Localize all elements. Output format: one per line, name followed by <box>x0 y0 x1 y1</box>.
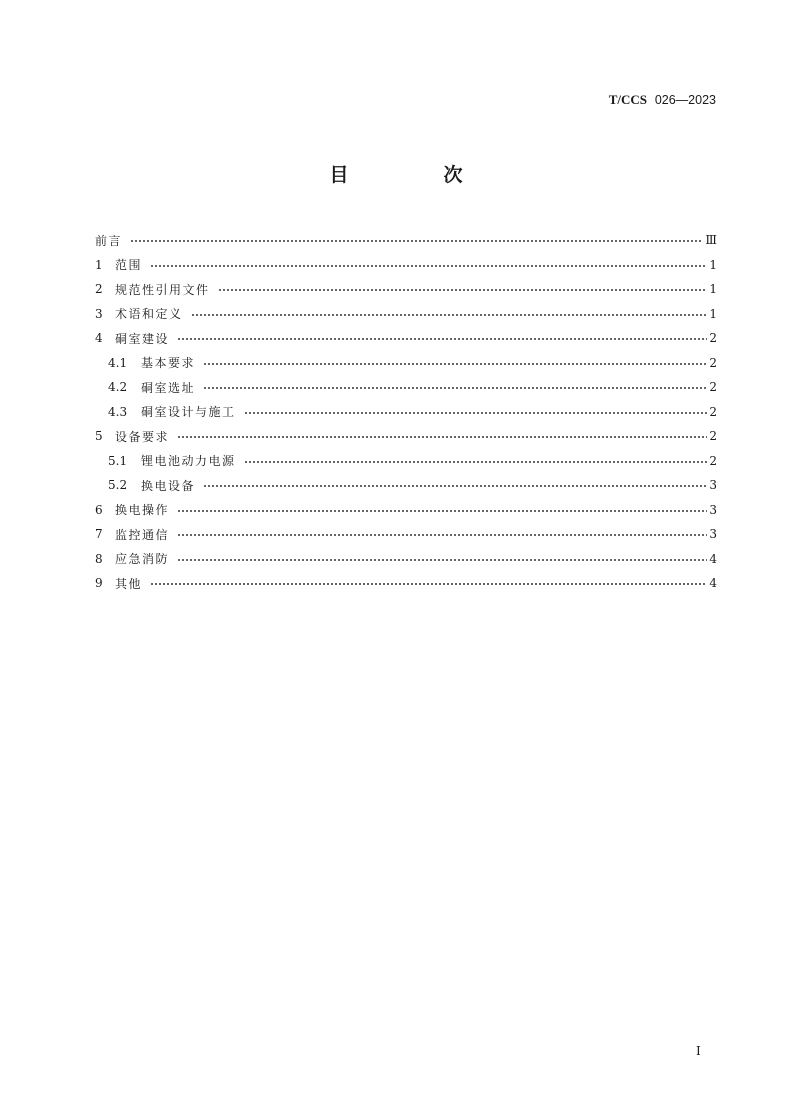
toc-entry[interactable] <box>95 522 717 547</box>
toc-entry-label: 基本要求 <box>141 356 196 371</box>
toc-entry-number: 3 <box>95 306 103 321</box>
toc-leader-dots <box>150 583 707 585</box>
toc-entry-label: 硐室建设 <box>115 331 170 346</box>
toc-entry[interactable] <box>95 449 717 474</box>
toc-entry[interactable] <box>95 424 717 449</box>
toc-entry-label: 换电操作 <box>115 503 170 518</box>
toc-leader-dots <box>218 289 708 291</box>
toc-entry[interactable] <box>95 375 717 400</box>
toc-entry[interactable] <box>95 302 717 327</box>
toc-entry-label: 设备要求 <box>115 429 170 444</box>
toc-entry-page: 1 <box>709 282 717 297</box>
toc-entry-label: 硐室设计与施工 <box>141 405 236 420</box>
toc-entry-label: 范围 <box>115 258 143 273</box>
toc-entry-label: 前言 <box>95 233 123 248</box>
toc-entry[interactable] <box>95 326 717 351</box>
toc-entry-number: 5.2 <box>108 478 128 493</box>
toc-entry-page: 2 <box>709 404 717 419</box>
toc-leader-dots <box>244 412 708 414</box>
toc-entry[interactable] <box>95 351 717 376</box>
toc-leader-dots <box>177 436 707 438</box>
document-code-prefix: T/CCS <box>608 92 647 107</box>
page-number: I <box>696 1044 701 1058</box>
toc-entry-number: 4.2 <box>108 380 128 395</box>
toc-leader-dots <box>177 510 707 512</box>
toc-entry-page: 4 <box>709 551 717 566</box>
toc-entry[interactable] <box>95 253 717 278</box>
toc-entry-number: 5 <box>95 429 103 444</box>
toc-leader-dots <box>191 314 708 316</box>
toc-entry[interactable] <box>95 571 717 596</box>
toc-entry[interactable] <box>95 498 717 523</box>
toc-entry-number: 4 <box>95 331 103 346</box>
toc-entry[interactable] <box>95 400 717 425</box>
page-title: 目 次 <box>329 164 501 186</box>
toc-entry-number: 7 <box>95 527 103 542</box>
toc-entry-label: 规范性引用文件 <box>115 282 210 297</box>
toc-entry-label: 换电设备 <box>141 478 196 493</box>
toc-entry-page: 1 <box>709 257 717 272</box>
toc-entry-label: 锂电池动力电源 <box>141 454 236 469</box>
toc-entry-number: 4.1 <box>108 355 128 370</box>
toc-leader-dots <box>177 559 707 561</box>
toc-leader-dots <box>177 534 707 536</box>
toc-leader-dots <box>177 338 707 340</box>
document-code <box>609 92 716 108</box>
toc-leader-dots <box>150 265 707 267</box>
toc-entry-label: 应急消防 <box>115 552 170 567</box>
toc-entry-label: 监控通信 <box>115 527 170 542</box>
toc-entry-number: 1 <box>95 257 103 272</box>
document-code-number: 026—2023 <box>654 93 716 107</box>
toc-entry-label: 硐室选址 <box>141 380 196 395</box>
toc-entry-number: 9 <box>95 576 103 591</box>
toc-entry[interactable] <box>95 277 717 302</box>
toc-entry[interactable] <box>95 547 717 572</box>
toc-entry-page: 2 <box>709 355 717 370</box>
toc-entry-page: 2 <box>709 380 717 395</box>
toc-entry-number: 8 <box>95 551 103 566</box>
toc-entry-page: 2 <box>709 331 717 346</box>
toc-leader-dots <box>203 387 707 389</box>
toc-leader-dots <box>203 485 707 487</box>
toc-entry-number: 6 <box>95 502 103 517</box>
toc-entry[interactable] <box>95 473 717 498</box>
toc-entry-page: 4 <box>709 576 717 591</box>
toc-leader-dots <box>203 363 707 365</box>
toc-entry-number: 5.1 <box>108 453 128 468</box>
table-of-contents <box>95 228 717 596</box>
toc-entry-page: 1 <box>709 306 717 321</box>
toc-entry-page: 2 <box>709 429 717 444</box>
toc-leader-dots <box>130 240 703 242</box>
toc-entry-page: Ⅲ <box>705 233 717 248</box>
toc-entry-page: 3 <box>709 478 717 493</box>
toc-entry-number: 2 <box>95 282 103 297</box>
toc-entry-page: 3 <box>709 527 717 542</box>
toc-entry-page: 3 <box>709 502 717 517</box>
toc-entry-number: 4.3 <box>108 404 128 419</box>
toc-entry-label: 其他 <box>115 576 143 591</box>
toc-entry-page: 2 <box>709 453 717 468</box>
toc-entry[interactable] <box>95 228 717 253</box>
toc-leader-dots <box>244 461 708 463</box>
toc-entry-label: 术语和定义 <box>115 307 183 322</box>
